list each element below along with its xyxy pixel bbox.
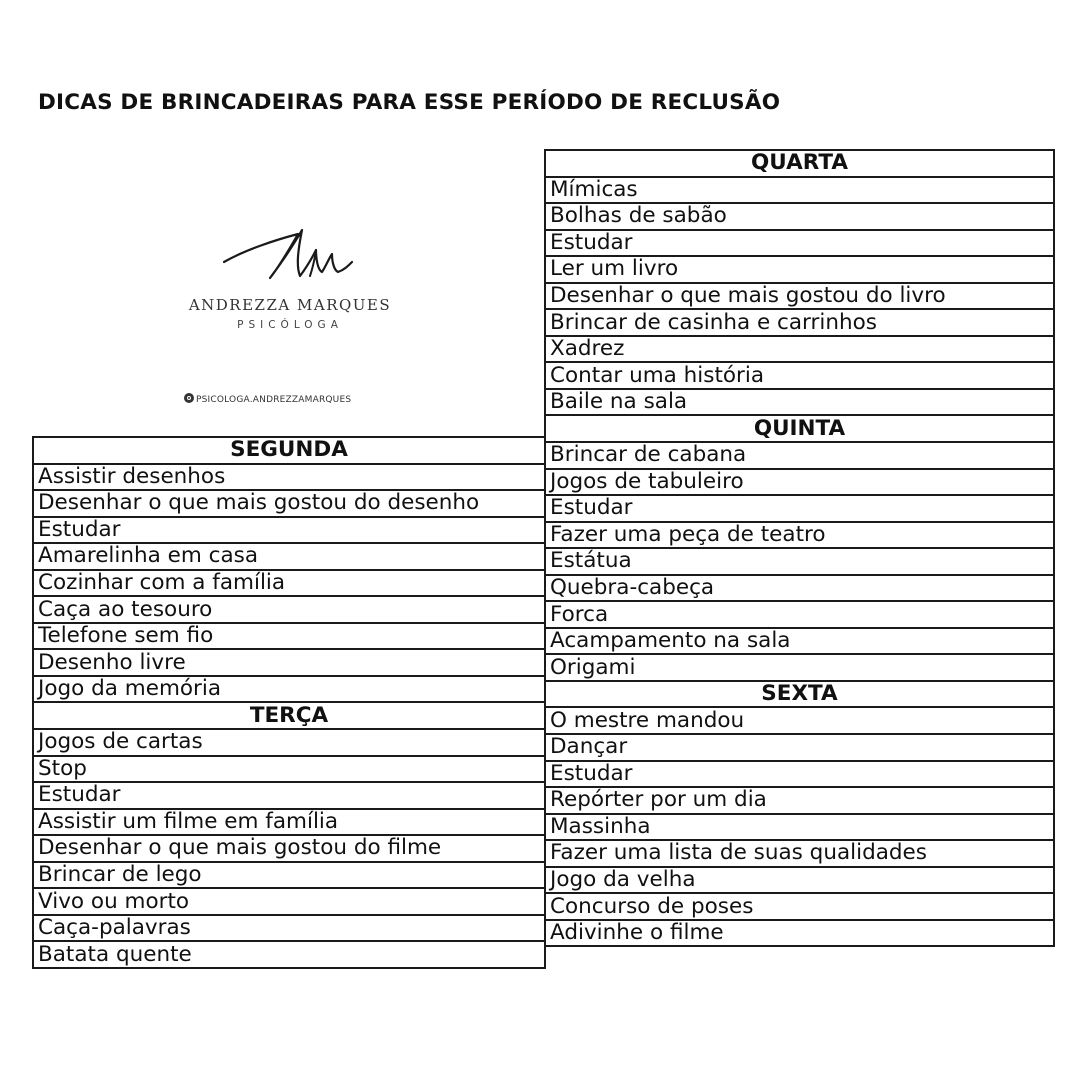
activity-cell: Origami xyxy=(545,654,1054,681)
activity-cell: Desenhar o que mais gostou do desenho xyxy=(33,490,545,517)
table-row xyxy=(33,756,545,783)
table-row xyxy=(545,628,1054,655)
signature-logo-icon xyxy=(220,220,360,286)
activity-cell: Quebra-cabeça xyxy=(545,575,1054,602)
activity-cell: Adivinhe o filme xyxy=(545,920,1054,947)
activity-cell: Mímicas xyxy=(545,177,1054,204)
activity-cell: Estudar xyxy=(33,517,545,544)
activity-cell: Stop xyxy=(33,756,545,783)
activity-cell: Brincar de casinha e carrinhos xyxy=(545,309,1054,336)
activity-cell: Jogo da velha xyxy=(545,867,1054,894)
table-row xyxy=(545,920,1054,947)
activity-cell: Estátua xyxy=(545,548,1054,575)
activity-cell: Massinha xyxy=(545,814,1054,841)
day-header-quarta: QUARTA xyxy=(545,150,1054,177)
activity-cell: Dançar xyxy=(545,734,1054,761)
table-row xyxy=(33,596,545,623)
table-row xyxy=(33,464,545,491)
instagram-icon xyxy=(184,393,194,403)
table-row xyxy=(545,362,1054,389)
day-header-terca: TERÇA xyxy=(33,702,545,729)
activity-cell: Desenho livre xyxy=(33,649,545,676)
table-row xyxy=(33,888,545,915)
activity-cell: Amarelinha em casa xyxy=(33,543,545,570)
activity-cell: Desenhar o que mais gostou do filme xyxy=(33,835,545,862)
activity-cell: Estudar xyxy=(545,495,1054,522)
activity-cell: Contar uma história xyxy=(545,362,1054,389)
table-row xyxy=(33,809,545,836)
activity-cell: Jogo da memória xyxy=(33,676,545,703)
activity-cell: Bolhas de sabão xyxy=(545,203,1054,230)
activity-cell: Brincar de lego xyxy=(33,862,545,889)
table-row xyxy=(33,570,545,597)
logo xyxy=(150,150,430,420)
activity-cell: Batata quente xyxy=(33,941,545,968)
table-row xyxy=(545,575,1054,602)
day-header-sexta: SEXTA xyxy=(545,681,1054,708)
activity-cell: Concurso de poses xyxy=(545,893,1054,920)
table-row xyxy=(545,787,1054,814)
activity-cell: Xadrez xyxy=(545,336,1054,363)
activity-cell: O mestre mandou xyxy=(545,707,1054,734)
table-row xyxy=(33,543,545,570)
activity-cell: Fazer uma peça de teatro xyxy=(545,522,1054,549)
logo-name: ANDREZZA MARQUES xyxy=(188,296,392,314)
activity-cell: Jogos de cartas xyxy=(33,729,545,756)
activity-cell: Acampamento na sala xyxy=(545,628,1054,655)
table-row xyxy=(33,835,545,862)
instagram-handle-text: PSICOLOGA.ANDREZZAMARQUES xyxy=(196,395,352,405)
table-row xyxy=(545,230,1054,257)
table-row xyxy=(33,437,545,464)
activity-cell: Fazer uma lista de suas qualidades xyxy=(545,840,1054,867)
table-row xyxy=(545,415,1054,442)
table-row xyxy=(33,782,545,809)
instagram-handle xyxy=(184,393,351,405)
table-row xyxy=(545,203,1054,230)
table-row xyxy=(545,442,1054,469)
activity-cell: Jogos de tabuleiro xyxy=(545,469,1054,496)
activity-cell: Assistir desenhos xyxy=(33,464,545,491)
day-header-segunda: SEGUNDA xyxy=(33,437,545,464)
activity-cell: Assistir um filme em família xyxy=(33,809,545,836)
table-row xyxy=(545,548,1054,575)
activity-cell: Repórter por um dia xyxy=(545,787,1054,814)
table-row xyxy=(545,840,1054,867)
activity-cell: Ler um livro xyxy=(545,256,1054,283)
table-row xyxy=(545,309,1054,336)
table-row xyxy=(545,814,1054,841)
table-row xyxy=(33,517,545,544)
table-row xyxy=(545,681,1054,708)
table-row xyxy=(545,177,1054,204)
table-row xyxy=(33,676,545,703)
table-row xyxy=(33,623,545,650)
schedule-table-right xyxy=(544,149,1055,947)
activity-cell: Estudar xyxy=(33,782,545,809)
table-row xyxy=(545,654,1054,681)
activity-cell: Forca xyxy=(545,601,1054,628)
activity-cell: Telefone sem fio xyxy=(33,623,545,650)
table-row xyxy=(33,649,545,676)
table-row xyxy=(545,734,1054,761)
table-row xyxy=(545,601,1054,628)
table-row xyxy=(545,867,1054,894)
table-row xyxy=(545,522,1054,549)
page-title: DICAS DE BRINCADEIRAS PARA ESSE PERÍODO DE RECLUSÃO xyxy=(38,90,781,115)
table-row xyxy=(545,283,1054,310)
table-row xyxy=(545,336,1054,363)
activity-cell: Desenhar o que mais gostou do livro xyxy=(545,283,1054,310)
table-row xyxy=(33,862,545,889)
table-row xyxy=(33,490,545,517)
table-row xyxy=(545,707,1054,734)
activity-cell: Vivo ou morto xyxy=(33,888,545,915)
table-row xyxy=(545,150,1054,177)
schedule-table-left xyxy=(32,436,546,969)
table-row xyxy=(33,941,545,968)
day-header-quinta: QUINTA xyxy=(545,415,1054,442)
table-row xyxy=(545,469,1054,496)
table-row xyxy=(545,495,1054,522)
logo-subtitle: PSICÓLOGA xyxy=(237,319,343,331)
table-row xyxy=(33,729,545,756)
activity-cell: Caça-palavras xyxy=(33,915,545,942)
table-row xyxy=(545,256,1054,283)
table-row xyxy=(545,893,1054,920)
table-row xyxy=(33,702,545,729)
table-row xyxy=(545,761,1054,788)
activity-cell: Estudar xyxy=(545,230,1054,257)
table-row xyxy=(545,389,1054,416)
activity-cell: Baile na sala xyxy=(545,389,1054,416)
activity-cell: Brincar de cabana xyxy=(545,442,1054,469)
activity-cell: Cozinhar com a família xyxy=(33,570,545,597)
activity-cell: Caça ao tesouro xyxy=(33,596,545,623)
table-row xyxy=(33,915,545,942)
activity-cell: Estudar xyxy=(545,761,1054,788)
